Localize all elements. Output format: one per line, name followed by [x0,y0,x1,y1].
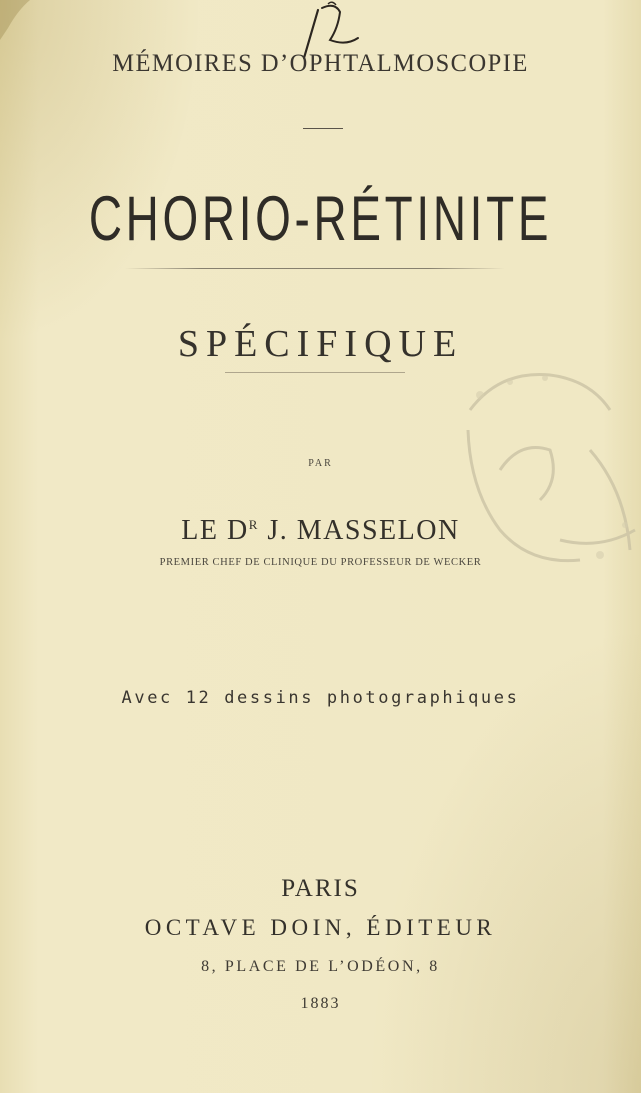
by-label: PAR [308,458,333,469]
publisher-address: 8, PLACE DE L’ODÉON, 8 [201,958,440,975]
author-role: PREMIER CHEF DE CLINIQUE DU PROFESSEUR DE WECKER [159,557,482,568]
publication-city: PARIS [281,875,360,902]
library-stamp-mark [440,350,640,610]
author-name: J. MASSELON [258,515,460,546]
series-title: MÉMOIRES D’OPHTALMOSCOPIE [112,50,529,77]
main-title: CHORIO-RÉTINITE [88,184,553,255]
subtitle: SPÉCIFIQUE [177,323,464,365]
publisher-name: OCTAVE DOIN, ÉDITEUR [144,915,497,940]
illustrations-note: Avec 12 dessins photographiques [121,688,520,708]
title-rule-divider [125,268,505,269]
subtitle-rule-divider [225,372,405,373]
author-line [0,515,641,547]
author-prefix: LE D [181,515,249,546]
author-superscript: R [248,517,259,532]
short-rule-divider [303,128,343,129]
publication-year: 1883 [300,995,341,1012]
